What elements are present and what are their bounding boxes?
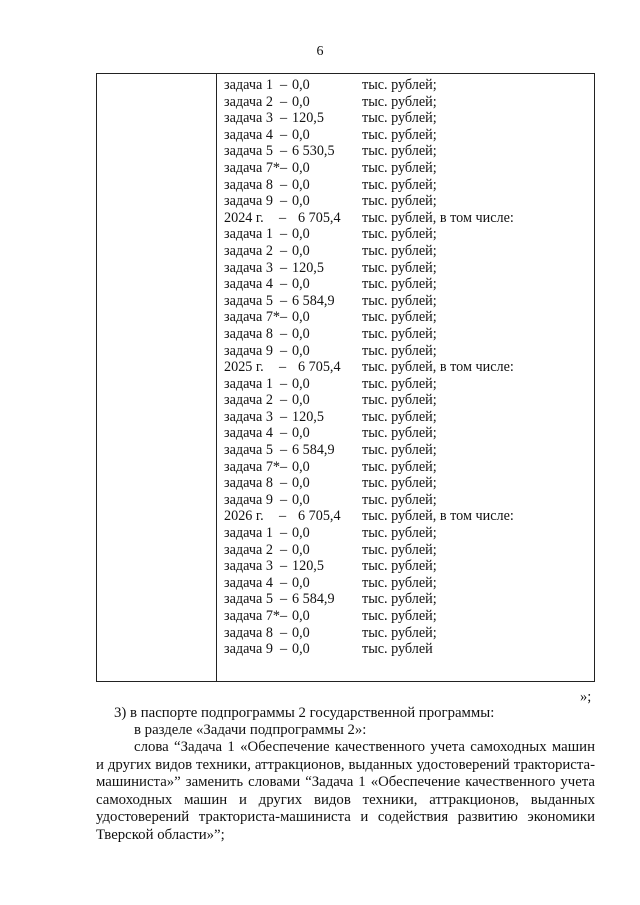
row-label: задача 5	[224, 442, 273, 459]
row-unit: тыс. рублей;	[362, 541, 437, 558]
row-dash: –	[279, 508, 287, 525]
row-unit: тыс. рублей;	[362, 458, 437, 475]
row-label: задача 7*	[224, 458, 281, 475]
row-unit: тыс. рублей;	[362, 126, 437, 143]
row-unit: тыс. рублей;	[362, 392, 437, 409]
row-label: задача 2	[224, 541, 273, 558]
row-unit: тыс. рублей;	[362, 193, 437, 210]
row-unit: тыс. рублей;	[362, 558, 437, 575]
row-value: 6 705,4	[298, 508, 341, 525]
row-value: 0,0	[292, 641, 310, 658]
row-dash: –	[280, 176, 288, 193]
row-dash: –	[280, 475, 288, 492]
row-dash: –	[280, 375, 288, 392]
row-dash: –	[280, 77, 288, 93]
row-label: задача 8	[224, 475, 273, 492]
row-dash: –	[280, 242, 288, 259]
row-unit: тыс. рублей;	[362, 93, 437, 110]
row-label: 2024 г.	[224, 209, 264, 226]
row-label: задача 1	[224, 525, 273, 542]
row-dash: –	[280, 558, 288, 575]
row-unit: тыс. рублей;	[362, 375, 437, 392]
row-dash: –	[280, 608, 288, 624]
funding-table	[96, 73, 595, 682]
row-unit: тыс. рублей;	[362, 110, 437, 127]
row-label: задача 1	[224, 375, 273, 392]
row-label: задача 2	[224, 392, 273, 409]
row-label: задача 1	[224, 226, 273, 243]
row-dash: –	[280, 591, 288, 608]
row-unit: тыс. рублей;	[362, 159, 437, 176]
row-unit: тыс. рублей, в том числе:	[362, 209, 514, 226]
row-dash: –	[280, 143, 288, 160]
row-label: задача 7*	[224, 309, 281, 326]
row-value: 120,5	[292, 110, 324, 127]
row-dash: –	[280, 392, 288, 409]
row-label: задача 4	[224, 574, 273, 591]
row-value: 6 584,9	[292, 442, 335, 459]
row-dash: –	[280, 193, 288, 210]
row-unit: тыс. рублей;	[362, 574, 437, 591]
row-unit: тыс. рублей;	[362, 176, 437, 193]
row-unit: тыс. рублей;	[362, 242, 437, 259]
row-value: 0,0	[292, 491, 310, 508]
closing-quote: »;	[580, 689, 592, 705]
row-value: 0,0	[292, 242, 310, 259]
row-value: 0,0	[292, 325, 310, 342]
row-dash: –	[279, 209, 287, 226]
row-unit: тыс. рублей;	[362, 143, 437, 160]
row-value: 6 584,9	[292, 591, 335, 608]
row-label: задача 2	[224, 93, 273, 110]
row-unit: тыс. рублей;	[362, 624, 437, 641]
row-label: задача 5	[224, 143, 273, 160]
row-label: задача 8	[224, 325, 273, 342]
row-value: 0,0	[292, 77, 310, 93]
row-dash: –	[280, 458, 288, 475]
row-dash: –	[280, 126, 288, 143]
row-value: 6 705,4	[298, 209, 341, 226]
row-value: 0,0	[292, 176, 310, 193]
row-dash: –	[280, 491, 288, 508]
row-label: 2026 г.	[224, 508, 264, 525]
row-unit: тыс. рублей;	[362, 408, 437, 425]
row-value: 0,0	[292, 624, 310, 641]
row-label: задача 7*	[224, 159, 281, 176]
row-unit: тыс. рублей	[362, 641, 433, 658]
row-value: 6 530,5	[292, 143, 335, 160]
row-unit: тыс. рублей;	[362, 325, 437, 342]
row-value: 0,0	[292, 93, 310, 110]
row-dash: –	[280, 276, 288, 293]
row-unit: тыс. рублей;	[362, 77, 437, 93]
row-dash: –	[279, 359, 287, 376]
row-value: 0,0	[292, 375, 310, 392]
row-label: задача 8	[224, 176, 273, 193]
row-dash: –	[280, 110, 288, 127]
row-label: задача 9	[224, 342, 273, 359]
row-value: 0,0	[292, 193, 310, 210]
row-dash: –	[280, 292, 288, 309]
row-label: задача 5	[224, 292, 273, 309]
row-unit: тыс. рублей;	[362, 608, 437, 624]
row-value: 0,0	[292, 608, 310, 624]
row-unit: тыс. рублей;	[362, 292, 437, 309]
row-value: 6 584,9	[292, 292, 335, 309]
row-label: задача 7*	[224, 608, 281, 624]
row-dash: –	[280, 325, 288, 342]
row-dash: –	[280, 442, 288, 459]
row-dash: –	[280, 259, 288, 276]
row-label: задача 4	[224, 276, 273, 293]
row-dash: –	[280, 226, 288, 243]
row-label: задача 2	[224, 242, 273, 259]
row-value: 0,0	[292, 226, 310, 243]
row-value: 0,0	[292, 392, 310, 409]
row-value: 120,5	[292, 558, 324, 575]
row-label: задача 3	[224, 408, 273, 425]
row-unit: тыс. рублей;	[362, 309, 437, 326]
row-label: задача 3	[224, 110, 273, 127]
row-label: задача 1	[224, 77, 273, 93]
row-value: 0,0	[292, 126, 310, 143]
row-value: 6 705,4	[298, 359, 341, 376]
row-value: 120,5	[292, 408, 324, 425]
paragraph-section-tasks: в разделе «Задачи подпрограммы 2»:	[134, 722, 367, 738]
row-value: 0,0	[292, 458, 310, 475]
row-value: 0,0	[292, 425, 310, 442]
row-value: 0,0	[292, 342, 310, 359]
paragraph-item-3: 3) в паспорте подпрограммы 2 государственной программы:	[114, 705, 495, 721]
row-value: 0,0	[292, 309, 310, 326]
row-unit: тыс. рублей;	[362, 342, 437, 359]
row-label: задача 9	[224, 491, 273, 508]
row-dash: –	[280, 525, 288, 542]
row-dash: –	[280, 93, 288, 110]
row-label: задача 5	[224, 591, 273, 608]
row-unit: тыс. рублей;	[362, 226, 437, 243]
paragraph-replacement: слова “Задача 1 «Обеспечение качественного учета самоходных машин и других видов техники, аттракционов, выданных удостоверений тракториста-машиниста»” заменить словами “Задача 1 «Обеспечение качественного учета самоходных машин и других видов техники, аттракционов, выданных удостоверений тракториста-машиниста и содействия развитию экономики Тверской области»”;	[96, 739, 595, 843]
row-label: задача 8	[224, 624, 273, 641]
row-unit: тыс. рублей, в том числе:	[362, 508, 514, 525]
row-dash: –	[280, 541, 288, 558]
row-label: задача 4	[224, 425, 273, 442]
row-label: задача 4	[224, 126, 273, 143]
row-value: 0,0	[292, 475, 310, 492]
row-unit: тыс. рублей;	[362, 591, 437, 608]
row-label: задача 9	[224, 641, 273, 658]
row-dash: –	[280, 574, 288, 591]
row-value: 0,0	[292, 525, 310, 542]
row-unit: тыс. рублей;	[362, 276, 437, 293]
row-value: 0,0	[292, 159, 310, 176]
row-dash: –	[280, 309, 288, 326]
row-value: 0,0	[292, 574, 310, 591]
row-unit: тыс. рублей, в том числе:	[362, 359, 514, 376]
row-label: задача 3	[224, 558, 273, 575]
page-number: 6	[316, 44, 324, 59]
row-unit: тыс. рублей;	[362, 425, 437, 442]
row-unit: тыс. рублей;	[362, 491, 437, 508]
row-dash: –	[280, 159, 288, 176]
row-label: 2025 г.	[224, 359, 264, 376]
row-label: задача 9	[224, 193, 273, 210]
row-value: 0,0	[292, 276, 310, 293]
row-unit: тыс. рублей;	[362, 525, 437, 542]
row-dash: –	[280, 342, 288, 359]
row-unit: тыс. рублей;	[362, 442, 437, 459]
table-column-divider	[216, 74, 217, 681]
row-label: задача 3	[224, 259, 273, 276]
row-unit: тыс. рублей;	[362, 259, 437, 276]
row-dash: –	[280, 408, 288, 425]
row-dash: –	[280, 641, 288, 658]
row-dash: –	[280, 624, 288, 641]
row-value: 120,5	[292, 259, 324, 276]
row-unit: тыс. рублей;	[362, 475, 437, 492]
row-value: 0,0	[292, 541, 310, 558]
row-dash: –	[280, 425, 288, 442]
